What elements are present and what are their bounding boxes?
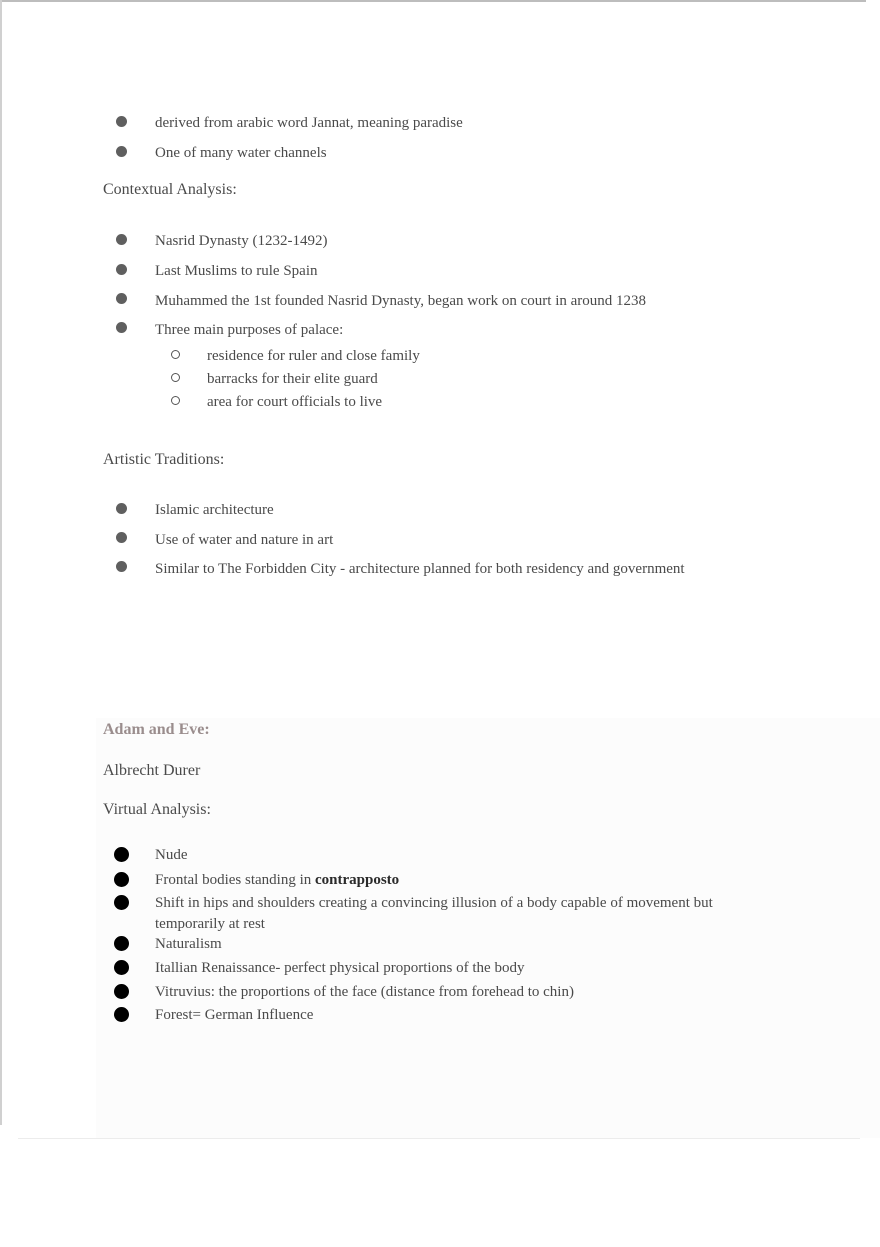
bullet-dot-icon bbox=[114, 936, 129, 951]
list-item-text: Frontal bodies standing in bbox=[155, 872, 315, 888]
list-item: derived from arabic word Jannat, meaning paradise bbox=[155, 115, 463, 131]
sub-bullet-circle-icon bbox=[171, 396, 180, 405]
list-item bbox=[155, 870, 399, 890]
list-item: Naturalism bbox=[155, 936, 222, 952]
bullet-dot-icon bbox=[116, 532, 127, 543]
bullet-dot-icon bbox=[114, 1007, 129, 1022]
contrapposto-bold: contrapposto bbox=[315, 872, 400, 888]
virtual-analysis-heading: Virtual Analysis: bbox=[103, 801, 211, 818]
bullet-dot-icon bbox=[116, 322, 127, 333]
contextual-analysis-heading: Contextual Analysis: bbox=[103, 181, 237, 198]
bullet-dot-icon bbox=[116, 146, 127, 157]
bullet-dot-icon bbox=[114, 872, 129, 887]
bullet-dot-icon bbox=[114, 895, 129, 910]
page-top-edge bbox=[0, 0, 866, 2]
artistic-traditions-heading: Artistic Traditions: bbox=[103, 451, 225, 468]
list-item: Three main purposes of palace: bbox=[155, 322, 344, 338]
list-item: Last Muslims to rule Spain bbox=[155, 263, 318, 279]
sub-list-item: barracks for their elite guard bbox=[207, 371, 378, 387]
bullet-dot-icon bbox=[114, 984, 129, 999]
bullet-dot-icon bbox=[116, 116, 127, 127]
page-left-edge bbox=[0, 0, 2, 1125]
list-item: Nasrid Dynasty (1232-1492) bbox=[155, 233, 328, 249]
sub-list-item: residence for ruler and close family bbox=[207, 348, 420, 364]
bullet-dot-icon bbox=[116, 293, 127, 304]
sub-bullet-circle-icon bbox=[171, 350, 180, 359]
bullet-dot-icon bbox=[116, 234, 127, 245]
list-item-continuation: temporarily at rest bbox=[155, 916, 265, 932]
bullet-dot-icon bbox=[116, 264, 127, 275]
list-item: Islamic architecture bbox=[155, 502, 274, 518]
bullet-dot-icon bbox=[116, 503, 127, 514]
list-item: Nude bbox=[155, 847, 188, 863]
adam-eve-title: Adam and Eve: bbox=[103, 721, 210, 738]
sub-bullet-circle-icon bbox=[171, 373, 180, 382]
bullet-dot-icon bbox=[114, 847, 129, 862]
list-item: Shift in hips and shoulders creating a convincing illusion of a body capable of movement but bbox=[155, 895, 713, 911]
bullet-dot-icon bbox=[116, 561, 127, 572]
list-item: Use of water and nature in art bbox=[155, 532, 334, 548]
bullet-dot-icon bbox=[114, 960, 129, 975]
list-item: One of many water channels bbox=[155, 145, 327, 161]
list-item: Forest= German Influence bbox=[155, 1007, 314, 1023]
list-item: Muhammed the 1st founded Nasrid Dynasty, began work on court in around 1238 bbox=[155, 293, 647, 309]
sub-list-item: area for court officials to live bbox=[207, 394, 383, 410]
page-bottom-edge bbox=[18, 1138, 860, 1139]
list-item: Vitruvius: the proportions of the face (distance from forehead to chin) bbox=[155, 984, 574, 1000]
list-item: Similar to The Forbidden City - architecture planned for both residency and government bbox=[155, 561, 685, 577]
artist-name: Albrecht Durer bbox=[103, 762, 201, 779]
list-item: Itallian Renaissance- perfect physical proportions of the body bbox=[155, 960, 525, 976]
